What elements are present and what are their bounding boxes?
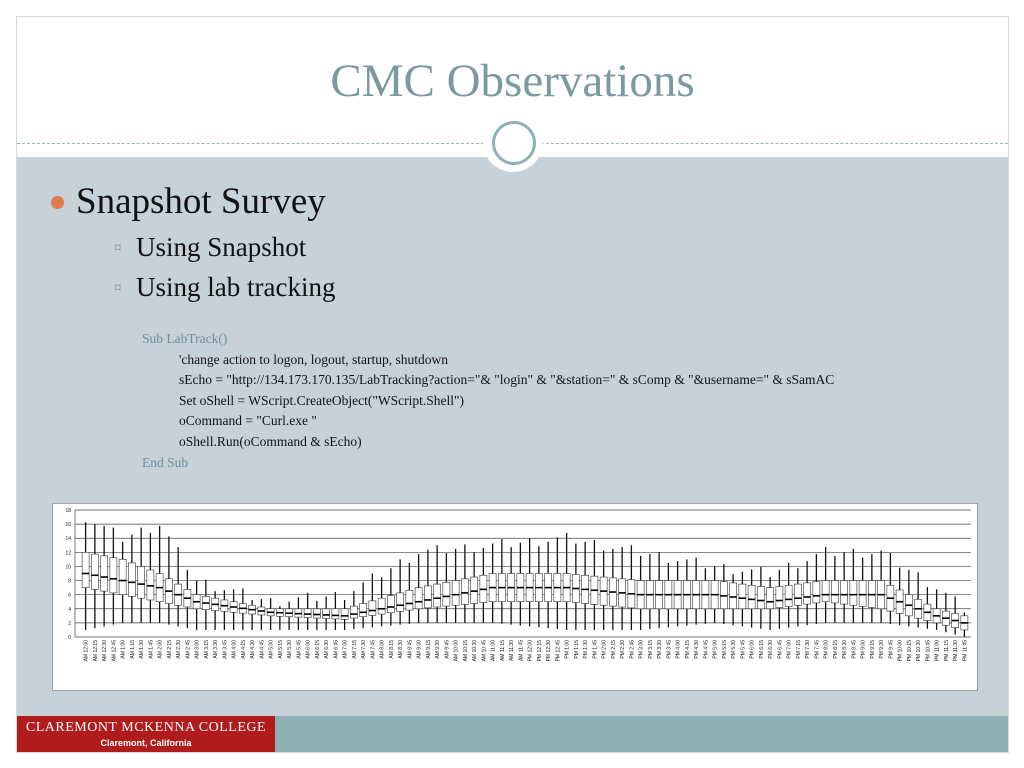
x-tick-label: AM 12:30 [102, 640, 109, 662]
x-tick-label: PM 3:15 [647, 640, 654, 659]
y-tick-label: 16 [65, 522, 71, 529]
x-tick-label: AM 11:30 [509, 640, 516, 662]
x-tick-label: PM 1:00 [564, 640, 571, 659]
y-tick-label: 8 [68, 578, 71, 585]
x-tick-label: AM 8:30 [398, 640, 405, 659]
box [360, 603, 367, 616]
x-tick-label: PM 2:45 [629, 640, 636, 659]
box [128, 563, 135, 597]
x-tick-label: AM 4:00 [231, 640, 238, 659]
bullet-dot-icon [51, 196, 64, 209]
y-tick-label: 12 [65, 550, 71, 557]
x-tick-label: AM 7:00 [342, 640, 349, 659]
box [831, 581, 838, 603]
x-tick-label: AM 5:00 [268, 640, 275, 659]
x-tick-label: AM 1:45 [148, 640, 155, 659]
x-tick-label: PM 12:30 [546, 640, 553, 662]
x-tick-label: AM 6:15 [314, 640, 321, 659]
x-tick-label: AM 7:45 [370, 640, 377, 659]
x-tick-label: AM 11:15 [499, 640, 506, 662]
code-line: oShell.Run(oCommand & sEcho) [179, 433, 362, 449]
box [397, 593, 404, 612]
x-tick-label: AM 3:45 [222, 640, 229, 659]
x-tick-label: PM 1:30 [583, 640, 590, 659]
box [91, 554, 98, 589]
box [739, 584, 746, 609]
box [119, 559, 126, 594]
x-tick-label: PM 4:30 [694, 640, 701, 659]
x-tick-label: PM 3:00 [638, 640, 645, 659]
box [757, 586, 764, 608]
x-tick-label: AM 12:45 [111, 640, 118, 662]
x-tick-label: PM 12:15 [536, 640, 543, 662]
box [822, 581, 829, 602]
y-tick-label: 4 [68, 606, 71, 613]
x-tick-label: AM 4:30 [250, 640, 257, 659]
x-tick-label: AM 9:45 [444, 640, 451, 659]
college-name: CLAREMONT MCKENNA COLLEGE [25, 720, 267, 735]
box [350, 606, 357, 618]
x-tick-label: PM 9:15 [869, 640, 876, 659]
x-tick-label: PM 3:30 [657, 640, 664, 659]
x-tick-label: PM 8:30 [842, 640, 849, 659]
box [387, 596, 394, 613]
x-tick-label: AM 9:30 [435, 640, 442, 659]
box [378, 598, 385, 614]
x-tick-label: AM 2:45 [185, 640, 192, 659]
x-tick-label: PM 7:45 [814, 640, 821, 659]
x-tick-label: AM 1:30 [139, 640, 146, 659]
x-tick-label: PM 6:45 [777, 640, 784, 659]
slide [16, 16, 1009, 753]
x-tick-label: PM 4:00 [675, 640, 682, 659]
box [859, 581, 866, 607]
x-tick-label: PM 10:30 [916, 640, 923, 662]
x-tick-label: AM 6:45 [333, 640, 340, 659]
x-tick-label: PM 11:15 [943, 640, 950, 662]
usage-chart [52, 503, 978, 691]
x-tick-label: PM 6:00 [749, 640, 756, 659]
x-tick-label: PM 9:45 [888, 640, 895, 659]
x-tick-label: PM 8:15 [832, 640, 839, 659]
sub-bullet-mark-icon: ¤ [114, 240, 122, 256]
sub-bullet-label: Using Snapshot [136, 232, 307, 262]
x-tick-label: AM 8:45 [407, 640, 414, 659]
box [804, 583, 811, 604]
x-tick-label: PM 10:00 [897, 640, 904, 662]
x-tick-label: PM 10:45 [925, 640, 932, 662]
box [406, 590, 413, 610]
box [748, 585, 755, 609]
x-tick-label: PM 4:15 [684, 640, 691, 659]
x-tick-label: AM 12:00 [83, 640, 90, 662]
x-tick-label: AM 4:45 [259, 640, 266, 659]
box [138, 566, 145, 598]
x-tick-label: AM 7:30 [361, 640, 368, 659]
x-tick-label: AM 5:30 [287, 640, 294, 659]
x-tick-label: AM 6:00 [305, 640, 312, 659]
box [110, 558, 117, 593]
code-line: Sub LabTrack() [142, 331, 228, 346]
divider-ring-icon [492, 121, 536, 165]
box [461, 579, 468, 605]
code-line: sEcho = "http://134.173.170.135/LabTracking?action="& "login" & "&station=" & sComp & "&username=" & sSamAC [179, 372, 835, 388]
box [434, 584, 441, 607]
x-tick-label: AM 2:00 [157, 640, 164, 659]
box [443, 582, 450, 606]
x-tick-label: AM 1:15 [129, 640, 136, 659]
box [730, 583, 737, 609]
x-tick-label: PM 2:00 [601, 640, 608, 659]
x-tick-label: AM 10:00 [453, 640, 460, 662]
x-tick-label: AM 5:45 [296, 640, 303, 659]
box [785, 585, 792, 606]
x-tick-label: PM 8:45 [851, 640, 858, 659]
box [323, 609, 330, 619]
x-tick-label: AM 9:15 [425, 640, 432, 659]
x-tick-label: PM 3:45 [666, 640, 673, 659]
x-tick-label: PM 1:45 [592, 640, 599, 659]
box [304, 609, 311, 618]
x-tick-label: PM 12:45 [555, 640, 562, 662]
x-tick-label: PM 5:45 [740, 640, 747, 659]
y-tick-label: 18 [65, 508, 71, 514]
y-tick-label: 2 [68, 620, 71, 627]
x-tick-label: PM 11:00 [934, 640, 941, 662]
x-tick-label: PM 1:15 [573, 640, 580, 659]
x-tick-label: AM 11:00 [490, 640, 497, 662]
x-tick-label: AM 5:15 [277, 640, 284, 659]
box [415, 588, 422, 609]
slide-title: CMC Observations [330, 55, 695, 107]
x-tick-label: AM 10:15 [462, 640, 469, 662]
x-tick-label: PM 5:30 [731, 640, 738, 659]
y-tick-label: 10 [65, 564, 71, 571]
box [424, 586, 431, 608]
x-tick-label: PM 5:15 [721, 640, 728, 659]
x-tick-label: AM 10:30 [472, 640, 479, 662]
college-location: Claremont, California [100, 738, 192, 748]
box [369, 601, 376, 616]
x-tick-label: PM 5:00 [712, 640, 719, 659]
x-tick-label: AM 6:30 [324, 640, 331, 659]
box [452, 581, 459, 606]
box [313, 609, 320, 618]
x-tick-label: PM 7:00 [786, 640, 793, 659]
x-tick-label: AM 3:30 [213, 640, 220, 659]
x-tick-label: PM 6:30 [768, 640, 775, 659]
box [776, 586, 783, 607]
x-tick-label: AM 9:00 [416, 640, 423, 659]
box [813, 582, 820, 603]
x-tick-label: AM 8:00 [379, 640, 386, 659]
x-tick-label: PM 9:00 [860, 640, 867, 659]
code-block [142, 329, 834, 473]
sub-bullet-1 [114, 231, 306, 264]
x-tick-label: AM 8:15 [388, 640, 395, 659]
bullet-snapshot-survey: Snapshot Survey [76, 181, 326, 222]
sub-bullet-label: Using lab tracking [136, 272, 336, 302]
x-tick-label: PM 2:30 [620, 640, 627, 659]
code-line: 'change action to logon, logout, startup, shutdown [179, 351, 449, 367]
sub-bullet-2 [114, 271, 335, 304]
sub-bullet-mark-icon: ¤ [114, 280, 122, 296]
x-tick-label: AM 3:15 [203, 640, 210, 659]
x-tick-label: AM 7:15 [351, 640, 358, 659]
y-tick-label: 6 [68, 592, 71, 599]
x-tick-label: PM 6:15 [758, 640, 765, 659]
box [767, 588, 774, 609]
box [101, 556, 108, 591]
x-tick-label: PM 11:30 [953, 640, 960, 662]
box [341, 609, 348, 620]
x-tick-label: PM 10:15 [906, 640, 913, 662]
x-tick-label: AM 2:30 [176, 640, 183, 659]
code-line: oCommand = "Curl.exe " [179, 413, 317, 429]
box [471, 577, 478, 603]
x-tick-label: AM 12:15 [92, 640, 99, 662]
x-tick-label: PM 7:15 [795, 640, 802, 659]
x-tick-label: AM 4:15 [240, 640, 247, 659]
box [332, 609, 339, 619]
x-tick-label: PM 12:00 [527, 640, 534, 662]
code-line: End Sub [142, 454, 189, 470]
x-tick-label: PM 2:15 [610, 640, 617, 659]
college-logo [17, 716, 275, 752]
x-tick-label: AM 10:45 [481, 640, 488, 662]
box [794, 584, 801, 605]
x-tick-label: PM 11:45 [962, 640, 969, 662]
box [850, 581, 857, 606]
x-tick-label: AM 3:00 [194, 640, 201, 659]
y-tick-label: 0 [68, 635, 71, 641]
x-tick-label: AM 1:00 [120, 640, 127, 659]
box [147, 570, 154, 600]
x-tick-label: PM 8:00 [823, 640, 830, 659]
box [82, 552, 89, 587]
code-line: Set oShell = WScript.CreateObject("WScript.Shell") [179, 392, 464, 408]
x-tick-label: PM 9:30 [879, 640, 886, 659]
box [841, 581, 848, 605]
x-tick-label: AM 2:15 [166, 640, 173, 659]
x-tick-label: PM 4:45 [703, 640, 710, 659]
usage-chart-svg [53, 504, 977, 690]
y-tick-label: 14 [65, 536, 71, 543]
x-tick-label: AM 11:45 [518, 640, 525, 662]
x-tick-label: PM 7:30 [805, 640, 812, 659]
